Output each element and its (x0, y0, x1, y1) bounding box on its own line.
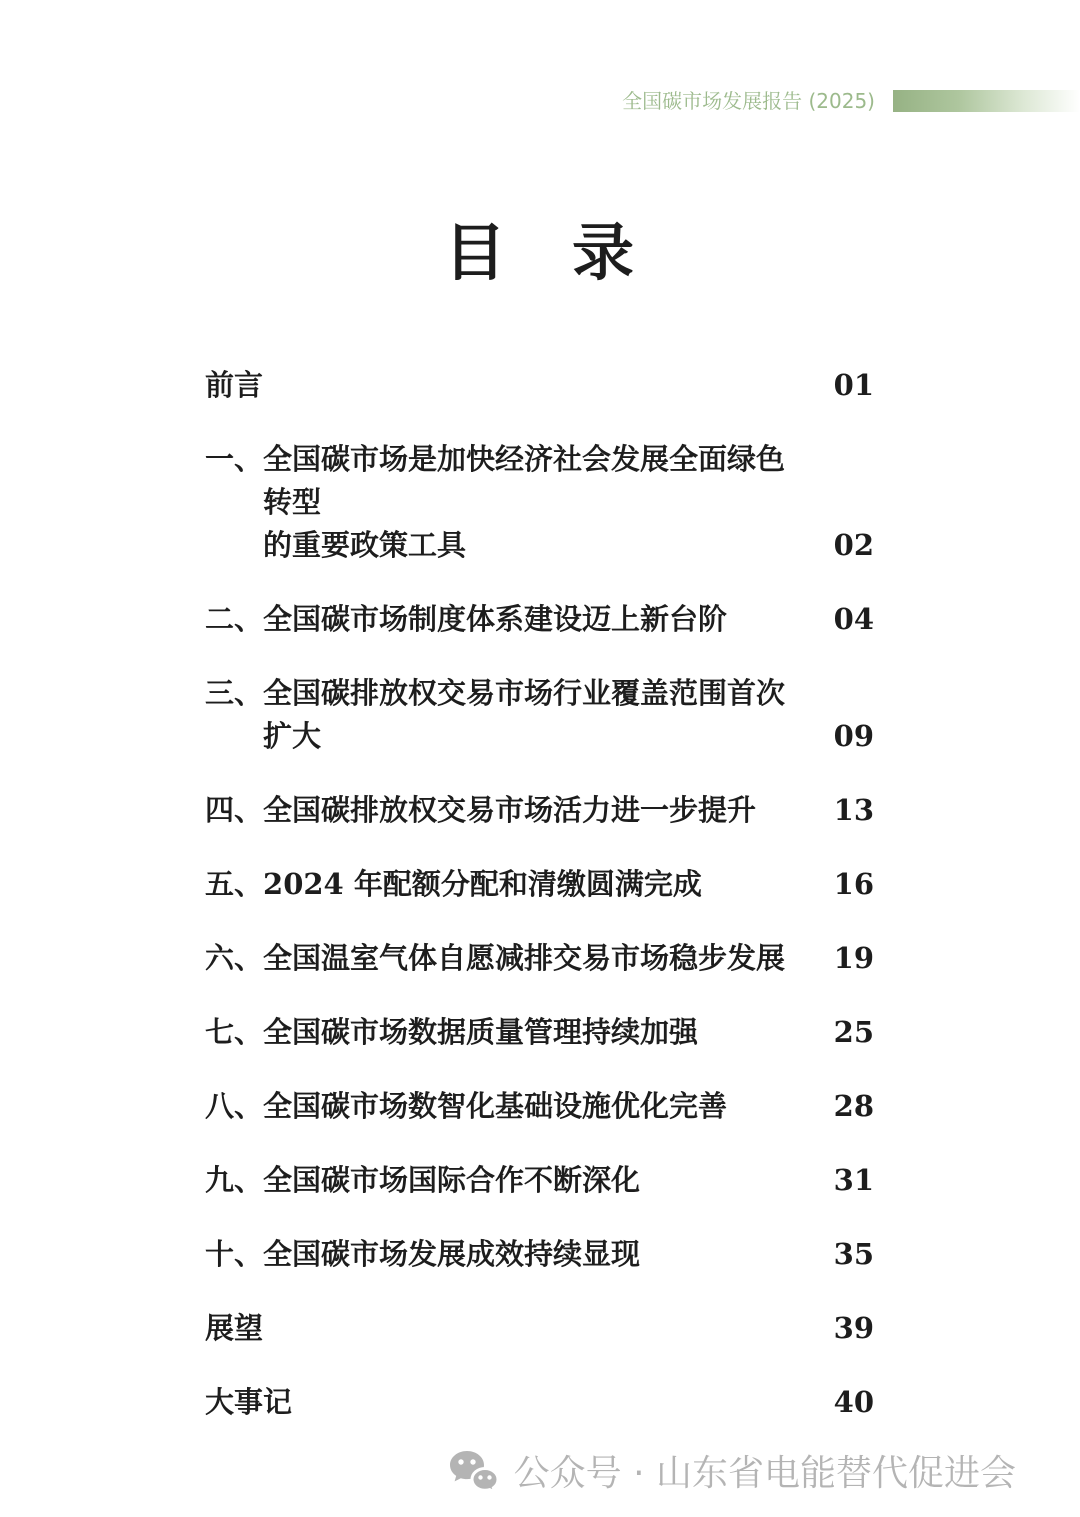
toc-entry-page-number: 09 (833, 719, 874, 753)
toc-entry-title (205, 1381, 292, 1424)
toc-entry-label (205, 1011, 698, 1054)
toc-entry-line: 的重要政策工具 (263, 528, 467, 562)
watermark (448, 1449, 1016, 1499)
toc-entry-label (205, 1381, 292, 1424)
toc-entry[interactable] (205, 1159, 874, 1202)
toc-entry-label (205, 364, 263, 407)
toc-entry-page-number: 40 (833, 1385, 874, 1419)
toc-entry-line: 全国碳市场发展成效持续显现 (263, 1237, 641, 1271)
toc-entry-page-number: 28 (833, 1089, 874, 1123)
toc-entry-title (205, 364, 263, 407)
toc-entry[interactable] (205, 1085, 874, 1128)
toc-entry-page-number: 16 (833, 867, 874, 901)
toc-entry-prefix: 八、 (205, 1089, 264, 1123)
toc-entry-label (205, 1085, 727, 1128)
report-title: 全国碳市场发展报告 (2025) (622, 89, 875, 113)
toc-entry-line: 全国碳排放权交易市场行业覆盖范围首次扩大 (263, 676, 786, 753)
toc-entry-line: 2024 年配额分配和清缴圆满完成 (263, 867, 702, 901)
toc-entry[interactable] (205, 1381, 874, 1424)
toc-entry[interactable] (205, 863, 874, 906)
toc-entry-page-number: 02 (833, 528, 874, 562)
toc-entry[interactable] (205, 672, 874, 758)
header-gradient-bar (893, 90, 1080, 112)
toc-entry-title (263, 1159, 640, 1202)
toc-entry-prefix: 十、 (205, 1237, 264, 1271)
toc-entry-title (263, 1011, 698, 1054)
toc-entry[interactable] (205, 438, 874, 567)
toc-entry-prefix: 四、 (205, 793, 264, 827)
toc-entry-title (263, 863, 702, 906)
toc-entry-line: 全国碳市场数智化基础设施优化完善 (263, 1089, 728, 1123)
toc-entry-prefix: 六、 (205, 941, 264, 975)
toc-entry-label (205, 672, 810, 758)
toc-entry-label (205, 863, 702, 906)
toc-entry-title (263, 937, 785, 980)
toc-entry-line: 全国碳市场制度体系建设迈上新台阶 (263, 602, 728, 636)
toc-entry[interactable] (205, 598, 874, 641)
toc-entry-title (205, 1307, 263, 1350)
toc-entry-prefix: 二、 (205, 602, 264, 636)
toc-entry[interactable] (205, 1307, 874, 1350)
toc-entry-page-number: 35 (833, 1237, 874, 1271)
toc-entry[interactable] (205, 364, 874, 407)
toc-entry-prefix: 九、 (205, 1163, 264, 1197)
toc-entry-title (263, 1233, 640, 1276)
toc-entry-line: 展望 (205, 1311, 264, 1345)
toc-entry-line: 前言 (205, 368, 264, 402)
page-header (0, 88, 1080, 114)
toc-entry-page-number: 31 (833, 1163, 874, 1197)
toc-entry-page-number: 25 (833, 1015, 874, 1049)
toc-entry-prefix: 七、 (205, 1015, 264, 1049)
toc-entry-title (263, 1085, 727, 1128)
toc-entry-title (263, 789, 756, 832)
toc-entry-title (263, 438, 810, 567)
toc-entry-line: 大事记 (205, 1385, 293, 1419)
toc-title: 目 录 (443, 216, 636, 289)
toc-entry-label (205, 1307, 263, 1350)
toc-entry-label (205, 598, 727, 641)
toc-entry-label (205, 937, 785, 980)
toc-entry-title (263, 672, 810, 758)
toc-entry-page-number: 19 (833, 941, 874, 975)
toc-entry-line: 全国碳市场数据质量管理持续加强 (263, 1015, 699, 1049)
toc-entry-line: 全国碳市场是加快经济社会发展全面绿色转型 (263, 442, 786, 519)
watermark-text: 公众号 · 山东省电能替代促进会 (513, 1453, 1016, 1494)
toc-entry-prefix: 一、 (205, 442, 264, 476)
wechat-icon (448, 1449, 500, 1499)
toc-entry-prefix: 五、 (205, 867, 264, 901)
toc-entry-label (205, 438, 810, 567)
toc-entry-line: 全国碳排放权交易市场活力进一步提升 (263, 793, 757, 827)
toc-entry-line: 全国温室气体自愿减排交易市场稳步发展 (263, 941, 786, 975)
toc-entry-page-number: 01 (833, 368, 874, 402)
toc-entry-label (205, 1159, 640, 1202)
toc-entry-title (263, 598, 727, 641)
toc-entry-label (205, 789, 756, 832)
toc-entry-label (205, 1233, 640, 1276)
toc-entry[interactable] (205, 937, 874, 980)
toc-entry[interactable] (205, 789, 874, 832)
toc-entry-page-number: 39 (833, 1311, 874, 1345)
toc-entry[interactable] (205, 1233, 874, 1276)
toc-list (205, 364, 874, 1424)
toc-entry-page-number: 04 (833, 602, 874, 636)
toc-entry-line: 全国碳市场国际合作不断深化 (263, 1163, 641, 1197)
toc-entry[interactable] (205, 1011, 874, 1054)
toc-entry-prefix: 三、 (205, 676, 264, 710)
toc-entry-page-number: 13 (833, 793, 874, 827)
